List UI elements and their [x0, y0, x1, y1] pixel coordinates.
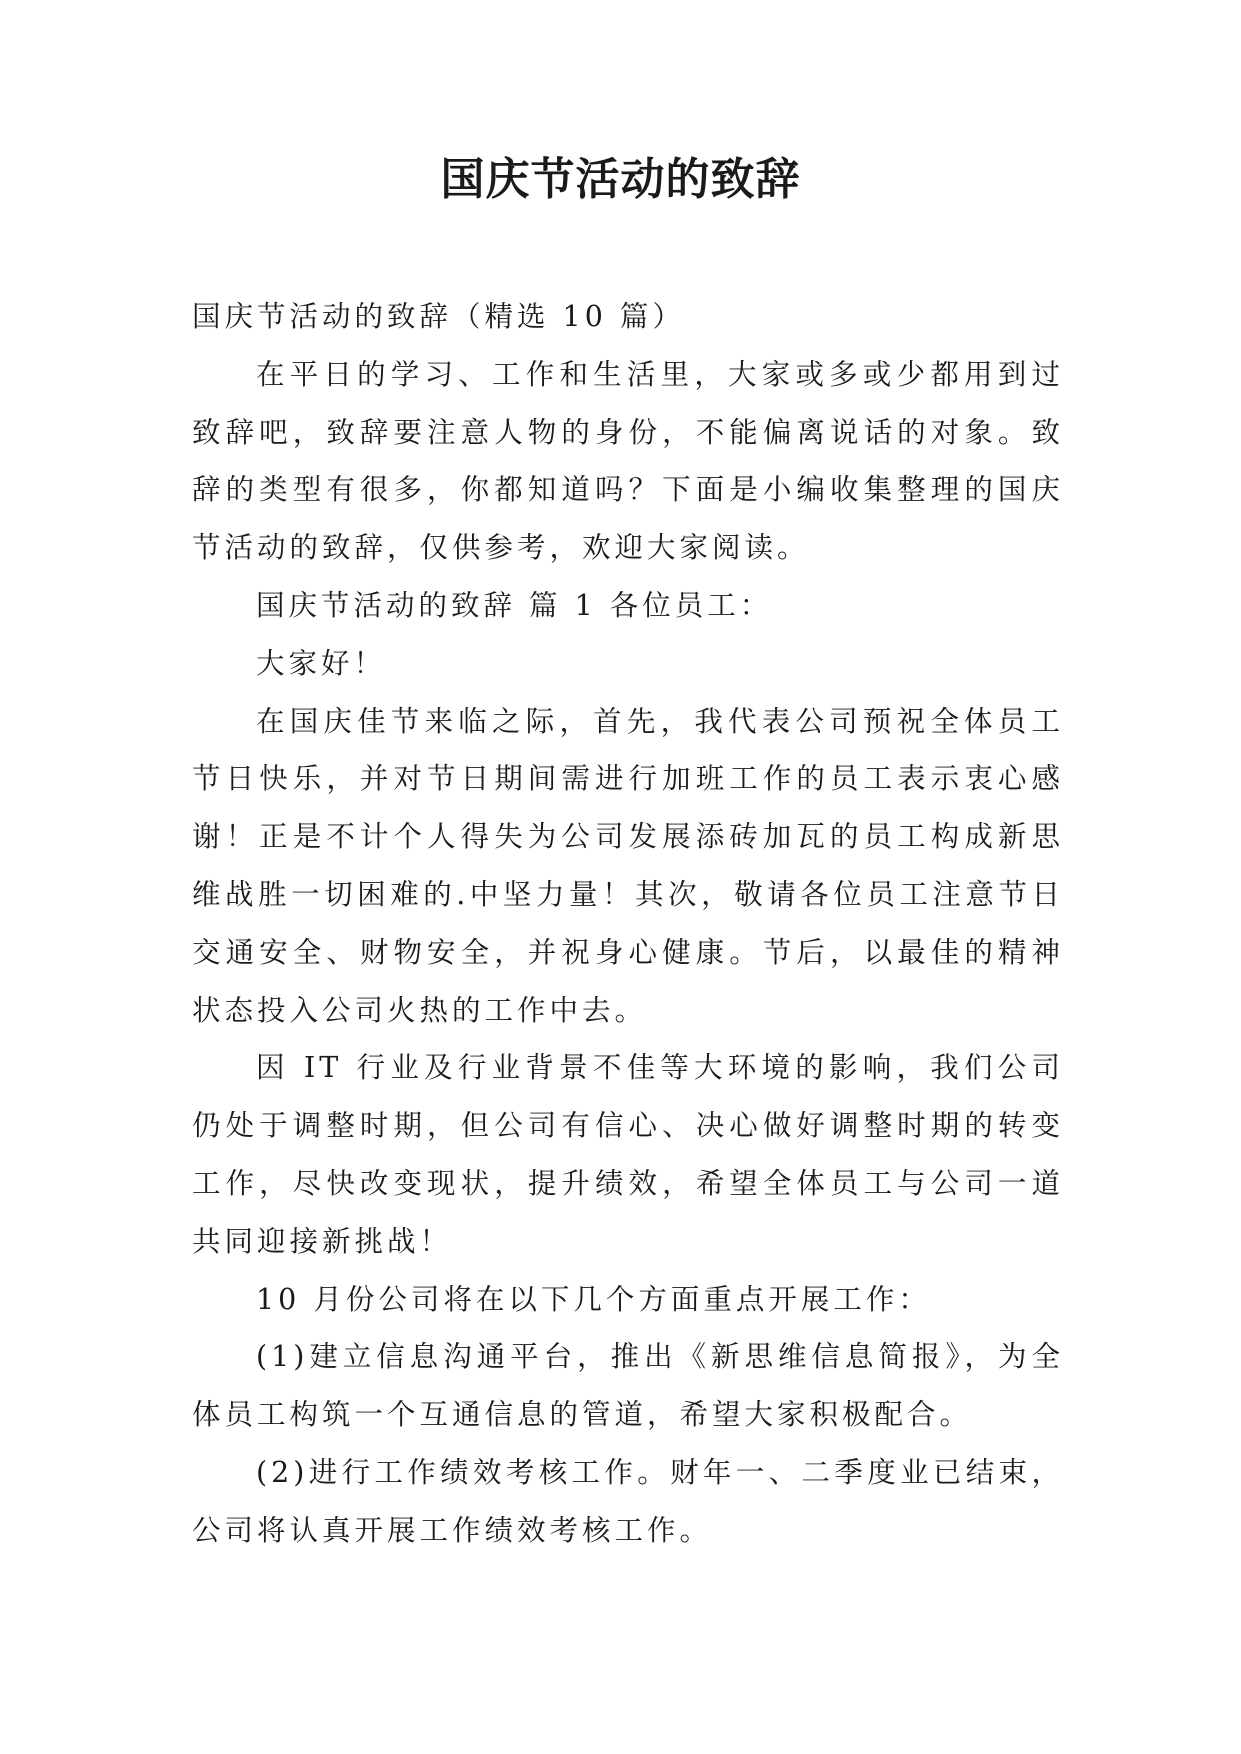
body-paragraph: 10 月份公司将在以下几个方面重点开展工作： — [256, 1282, 931, 1316]
subtitle-paragraph: 国庆节活动的致辞（精选 10 篇） — [192, 300, 685, 333]
document-body — [192, 288, 1064, 1560]
greeting-paragraph: 大家好！ — [256, 646, 387, 680]
section-heading-paragraph: 国庆节活动的致辞 篇 1 各位员工： — [256, 588, 773, 622]
list-item-paragraph: (1)建立信息沟通平台，推出《新思维信息简报》，为全体员工构筑一个互通信息的管道，希望大家积极配合。 — [192, 1340, 1064, 1432]
document-title: 国庆节活动的致辞 — [440, 154, 801, 205]
list-item-paragraph: (2)进行工作绩效考核工作。财年一、二季度业已结束，公司将认真开展工作绩效考核工作。 — [192, 1455, 1064, 1547]
body-paragraph: 在国庆佳节来临之际，首先，我代表公司预祝全体员工节日快乐，并对节日期间需进行加班工作的员工表示衷心感谢！正是不计个人得失为公司发展添砖加瓦的员工构成新思维战胜一切困难的.中坚力量！其次，敬请各位员工注意节日交通安全、财物安全，并祝身心健康。节后，以最佳的精神状态投入公司火热的工作中去。 — [192, 704, 1064, 1027]
body-paragraph: 因 IT 行业及行业背景不佳等大环境的影响，我们公司仍处于调整时期，但公司有信心、决心做好调整时期的转变工作，尽快改变现状，提升绩效，希望全体员工与公司一道共同迎接新挑战！ — [192, 1051, 1064, 1258]
intro-paragraph: 在平日的学习、工作和生活里，大家或多或少都用到过致辞吧，致辞要注意人物的身份，不能偏离说话的对象。致辞的类型有很多，你都知道吗？下面是小编收集整理的国庆节活动的致辞，仅供参考，欢迎大家阅读。 — [192, 357, 1064, 565]
